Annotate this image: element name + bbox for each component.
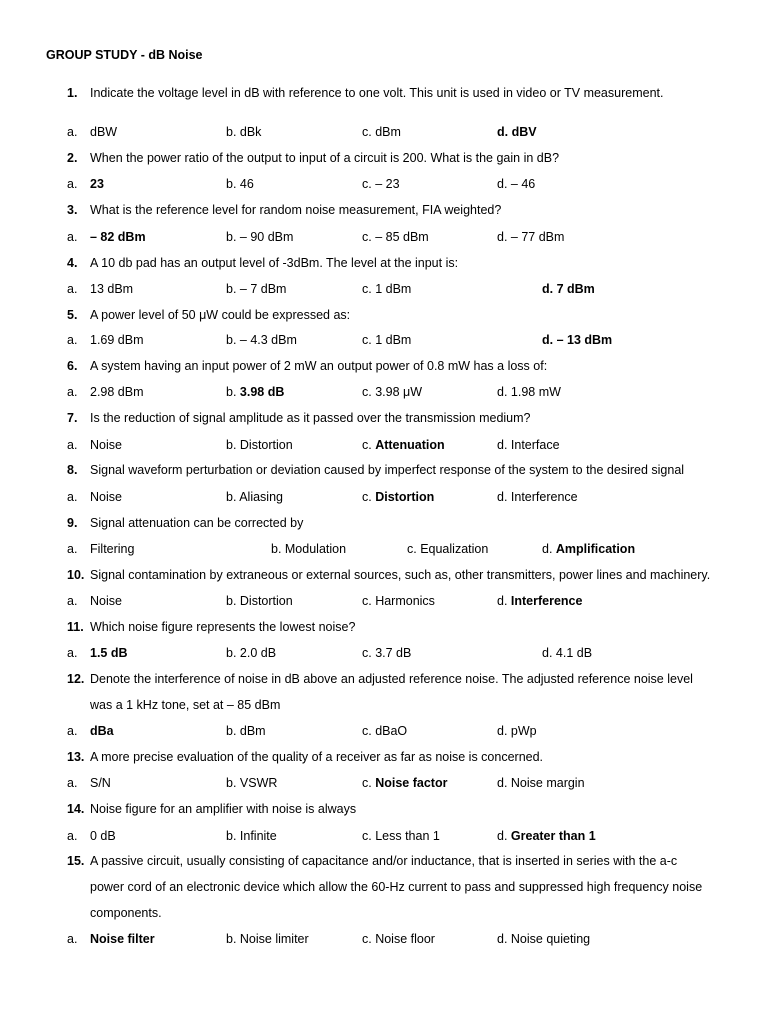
- option-d: d. – 46: [497, 177, 536, 191]
- option-letter: a.: [67, 829, 78, 843]
- option-b: [226, 385, 284, 399]
- option-d-answer: Amplification: [555, 542, 636, 556]
- option-b: b. Modulation: [271, 542, 347, 556]
- option-d-answer: Greater than 1: [510, 829, 596, 843]
- option-c: c. 1 dBm: [362, 282, 412, 296]
- option-letter: a.: [67, 932, 78, 946]
- question-text: Signal contamination by extraneous or external sources, such as, other transmitters, power lines and machinery.: [90, 568, 711, 582]
- option-letter: a.: [67, 646, 78, 660]
- question-7: [0, 411, 768, 431]
- option-c: c. 1 dBm: [362, 333, 412, 347]
- question-text: What is the reference level for random noise measurement, FIA weighted?: [90, 203, 502, 217]
- option-letter: a.: [67, 177, 78, 191]
- question-number: 14.: [67, 802, 85, 816]
- option-d: [542, 542, 635, 556]
- question-number: 13.: [67, 750, 85, 764]
- question-text-continued: components.: [90, 906, 162, 920]
- option-b-answer: 3.98 dB: [239, 385, 285, 399]
- option-d-prefix: d.: [497, 829, 511, 843]
- question-number: 12.: [67, 672, 85, 686]
- option-a: 2.98 dBm: [90, 385, 144, 399]
- options-15: [0, 932, 768, 952]
- option-d: d. – 77 dBm: [497, 230, 565, 244]
- question-2: [0, 151, 768, 171]
- options-14: [0, 829, 768, 849]
- question-text: Denote the interference of noise in dB above an adjusted reference noise. The adjusted reference noise level: [90, 672, 693, 686]
- question-text: Indicate the voltage level in dB with reference to one volt. This unit is used in video or TV measurement.: [90, 86, 664, 100]
- option-c: c. – 85 dBm: [362, 230, 429, 244]
- options-7: [0, 438, 768, 458]
- question-4: [0, 256, 768, 276]
- question-number: 15.: [67, 854, 85, 868]
- question-number: 1.: [67, 86, 78, 100]
- option-d: d. Interface: [497, 438, 560, 452]
- option-d: d. Interference: [497, 490, 578, 504]
- question-text: Signal attenuation can be corrected by: [90, 516, 304, 530]
- option-letter: a.: [67, 724, 78, 738]
- option-letter: a.: [67, 125, 78, 139]
- option-letter: a.: [67, 333, 78, 347]
- question-13: [0, 750, 768, 770]
- option-a: dBW: [90, 125, 118, 139]
- options-2: [0, 177, 768, 197]
- question-text-continued: power cord of an electronic device which allow the 60-Hz current to pass and suppressed high frequency noise: [90, 880, 703, 894]
- question-number: 10.: [67, 568, 85, 582]
- option-a: 1.69 dBm: [90, 333, 144, 347]
- question-text: A system having an input power of 2 mW an output power of 0.8 mW has a loss of:: [90, 359, 548, 373]
- question-8: [0, 463, 768, 483]
- option-d: d. pWp: [497, 724, 537, 738]
- question-15: [0, 854, 768, 874]
- option-a: 1.5 dB: [90, 646, 128, 660]
- question-15-continued: [0, 880, 768, 900]
- option-a: Noise: [90, 438, 122, 452]
- option-d: d. 7 dBm: [542, 282, 595, 296]
- option-c: c. Less than 1: [362, 829, 440, 843]
- option-a: – 82 dBm: [90, 230, 146, 244]
- question-3: [0, 203, 768, 223]
- option-letter: a.: [67, 490, 78, 504]
- option-c: c. dBaO: [362, 724, 408, 738]
- option-b-prefix: b.: [226, 385, 240, 399]
- option-b: b. Noise limiter: [226, 932, 309, 946]
- question-number: 5.: [67, 308, 78, 322]
- option-a: Noise: [90, 490, 122, 504]
- options-4: [0, 282, 768, 302]
- option-b: b. – 90 dBm: [226, 230, 294, 244]
- options-11: [0, 646, 768, 666]
- option-a: dBa: [90, 724, 114, 738]
- question-number: 9.: [67, 516, 78, 530]
- question-6: [0, 359, 768, 379]
- question-number: 2.: [67, 151, 78, 165]
- option-c: c. Harmonics: [362, 594, 435, 608]
- options-9: [0, 542, 768, 562]
- option-d-prefix: d.: [542, 542, 556, 556]
- question-12-continued: [0, 698, 768, 718]
- option-c: [362, 490, 434, 504]
- option-b: b. – 7 dBm: [226, 282, 287, 296]
- question-text: Which noise figure represents the lowest noise?: [90, 620, 356, 634]
- question-number: 8.: [67, 463, 78, 477]
- option-c: c. dBm: [362, 125, 401, 139]
- option-c-prefix: c.: [362, 490, 376, 504]
- option-a: Filtering: [90, 542, 135, 556]
- option-a: S/N: [90, 776, 111, 790]
- option-b: b. Distortion: [226, 594, 293, 608]
- options-13: [0, 776, 768, 796]
- option-c: c. – 23: [362, 177, 400, 191]
- option-c: c. Equalization: [407, 542, 489, 556]
- option-b: b. dBk: [226, 125, 262, 139]
- question-11: [0, 620, 768, 640]
- page-title: GROUP STUDY - dB Noise: [46, 48, 203, 62]
- question-text: A more precise evaluation of the quality of a receiver as far as noise is concerned.: [90, 750, 544, 764]
- question-number: 11.: [67, 620, 84, 634]
- option-c: [362, 438, 445, 452]
- option-letter: a.: [67, 594, 78, 608]
- question-text: When the power ratio of the output to input of a circuit is 200. What is the gain in dB?: [90, 151, 560, 165]
- question-5: [0, 308, 768, 328]
- question-text: A passive circuit, usually consisting of capacitance and/or inductance, that is inserted in series with the a-c: [90, 854, 678, 868]
- options-1: [0, 125, 768, 145]
- option-c-prefix: c.: [362, 776, 376, 790]
- option-d-prefix: d.: [497, 594, 511, 608]
- options-8: [0, 490, 768, 510]
- option-c-answer: Distortion: [375, 490, 435, 504]
- option-a: Noise filter: [90, 932, 155, 946]
- option-letter: a.: [67, 282, 78, 296]
- question-text: Signal waveform perturbation or deviation caused by imperfect response of the system to the desired signal: [90, 463, 685, 477]
- question-number: 4.: [67, 256, 78, 270]
- option-b: b. – 4.3 dBm: [226, 333, 297, 347]
- option-d: [497, 829, 596, 843]
- option-c-answer: Attenuation: [375, 438, 445, 452]
- question-12: [0, 672, 768, 692]
- option-d: d. dBV: [497, 125, 537, 139]
- option-a: 23: [90, 177, 104, 191]
- options-6: [0, 385, 768, 405]
- options-10: [0, 594, 768, 614]
- option-a: 0 dB: [90, 829, 116, 843]
- option-d: d. Noise quieting: [497, 932, 591, 946]
- question-text: Noise figure for an amplifier with noise is always: [90, 802, 357, 816]
- option-c: c. 3.98 μW: [362, 385, 422, 399]
- question-number: 3.: [67, 203, 78, 217]
- question-text-continued: was a 1 kHz tone, set at – 85 dBm: [90, 698, 281, 712]
- option-c: c. Noise floor: [362, 932, 435, 946]
- question-14: [0, 802, 768, 822]
- option-b: b. 2.0 dB: [226, 646, 277, 660]
- option-d: d. 1.98 mW: [497, 385, 561, 399]
- option-b: b. 46: [226, 177, 254, 191]
- question-number: 7.: [67, 411, 78, 425]
- option-b: b. dBm: [226, 724, 266, 738]
- option-d: [497, 594, 582, 608]
- option-letter: a.: [67, 776, 78, 790]
- option-b: b. Distortion: [226, 438, 293, 452]
- options-5: [0, 333, 768, 353]
- option-letter: a.: [67, 230, 78, 244]
- option-d: d. Noise margin: [497, 776, 585, 790]
- option-b: b. Aliasing: [226, 490, 283, 504]
- question-9: [0, 516, 768, 536]
- options-3: [0, 230, 768, 250]
- question-text: A power level of 50 μW could be expressed as:: [90, 308, 351, 322]
- option-c-prefix: c.: [362, 438, 376, 452]
- option-a: 13 dBm: [90, 282, 134, 296]
- option-d: d. – 13 dBm: [542, 333, 613, 347]
- question-1: [0, 86, 768, 106]
- option-b: b. Infinite: [226, 829, 277, 843]
- option-c: [362, 776, 447, 790]
- option-letter: a.: [67, 542, 78, 556]
- option-b: b. VSWR: [226, 776, 278, 790]
- options-12: [0, 724, 768, 744]
- option-c: c. 3.7 dB: [362, 646, 412, 660]
- option-d-answer: Interference: [510, 594, 583, 608]
- question-text: Is the reduction of signal amplitude as it passed over the transmission medium?: [90, 411, 531, 425]
- option-c-answer: Noise factor: [375, 776, 448, 790]
- option-a: Noise: [90, 594, 122, 608]
- option-d: d. 4.1 dB: [542, 646, 593, 660]
- option-letter: a.: [67, 385, 78, 399]
- question-text: A 10 db pad has an output level of -3dBm. The level at the input is:: [90, 256, 459, 270]
- question-15-continued-2: [0, 906, 768, 926]
- question-10: [0, 568, 768, 588]
- option-letter: a.: [67, 438, 78, 452]
- question-number: 6.: [67, 359, 78, 373]
